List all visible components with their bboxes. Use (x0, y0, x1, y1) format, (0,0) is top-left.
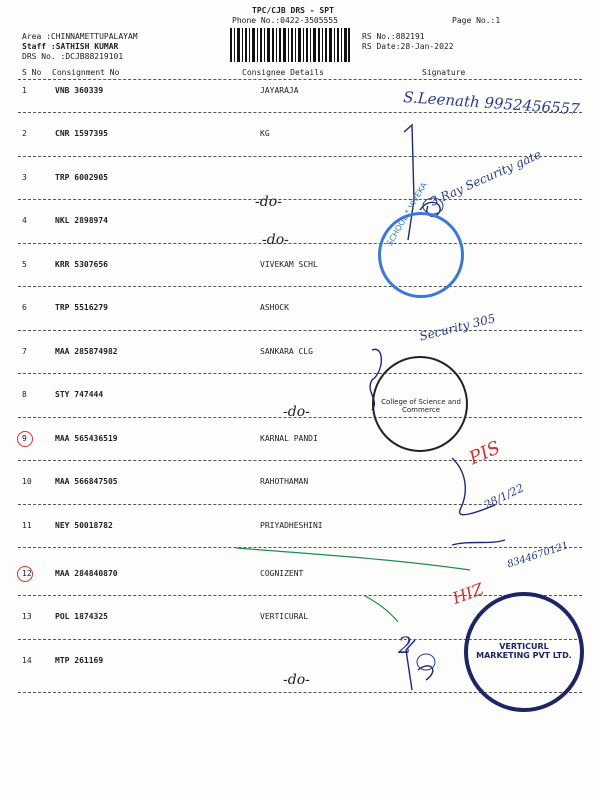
consignment-number: TRP 6002905 (55, 173, 108, 182)
signature-row-10-date: 28/1/22 (482, 481, 526, 512)
school-stamp-text: SCHOOL * VIVEKA (385, 180, 429, 248)
col-signature: Signature (422, 68, 466, 77)
row-number: 11 (22, 521, 32, 530)
hiz-mark: HIZ (450, 579, 486, 608)
consignment-number: MTP 261169 (55, 656, 104, 665)
staff-value: SATHISH KUMAR (55, 42, 119, 51)
row-number: 5 (22, 260, 27, 269)
pis-mark: PIS (466, 437, 504, 470)
row-number: 8 (22, 390, 27, 399)
row-number: 9 (22, 434, 27, 443)
verticurl-stamp-text: VERTICURL MARKETING PVT LTD. (476, 642, 572, 660)
consignment-number: STY 747444 (55, 390, 104, 399)
consignee-name: JAYARAJA (260, 86, 299, 95)
consignment-number: CNR 1597395 (55, 129, 108, 138)
row-number: 4 (22, 216, 27, 225)
consignment-number: MAA 565436519 (55, 434, 118, 443)
consignee-name: PRIYADHESHINI (260, 521, 323, 530)
rs-no-label: RS No.: (362, 32, 396, 41)
consignment-number: POL 1874325 (55, 612, 108, 621)
staff-label: Staff : (22, 42, 56, 51)
ditto-mark: -do- (262, 232, 289, 248)
rs-no-value: 882191 (395, 32, 425, 41)
row-number: 12 (22, 569, 32, 578)
college-stamp (372, 356, 468, 452)
consignee-name: ASHOCK (260, 303, 289, 312)
page-value: 1 (495, 16, 501, 25)
college-stamp-text: College of Science and Commerce (381, 398, 461, 414)
row-number: 13 (22, 612, 32, 621)
ditto-mark: -do- (283, 404, 310, 420)
drs-value: DCJB88219101 (65, 52, 124, 61)
rs-date-value: 28-Jan-2022 (400, 42, 454, 51)
consignee-name: SANKARA CLG (260, 347, 313, 356)
drs-label: DRS No. : (22, 52, 66, 61)
row-number: 10 (22, 477, 32, 486)
area-value: CHINNAMETTUPALAYAM (50, 32, 138, 41)
phone-label: Phone No.: (232, 16, 281, 25)
consignment-number: NKL 2898974 (55, 216, 108, 225)
row-number: 2 (22, 129, 27, 138)
signature-row-13: 2 (398, 634, 412, 659)
rs-date-label: RS Date: (362, 42, 401, 51)
verticurl-stamp (464, 592, 584, 712)
consignment-number: TRP 5516279 (55, 303, 108, 312)
page-label: Page No.: (452, 16, 496, 25)
col-consignment: Consignment No (52, 68, 120, 77)
row-number: 14 (22, 656, 32, 665)
row-number: 3 (22, 173, 27, 182)
consignment-number: KRR 5307656 (55, 260, 108, 269)
signature-row-11-phone: 8344670121 (506, 540, 570, 571)
col-sno: S No (22, 68, 42, 77)
consignee-name: KG (260, 129, 270, 138)
consignment-number: VNB 360339 (55, 86, 104, 95)
row-number: 7 (22, 347, 27, 356)
consignee-name: RAHOTHAMAN (260, 477, 309, 486)
signature-row-6: Security 305 (418, 311, 497, 344)
consignee-name: VERTICURAL (260, 612, 309, 621)
consignment-number: NEY 50018782 (55, 521, 113, 530)
ditto-mark: -do- (255, 194, 282, 210)
consignee-name: COGNIZENT (260, 569, 304, 578)
row-number: 6 (22, 303, 27, 312)
drs-code: TPC/CJB DRS - SPT (252, 6, 334, 15)
row-number: 1 (22, 86, 27, 95)
col-consignee: Consignee Details (242, 68, 324, 77)
consignee-name: KARNAL PANDI (260, 434, 318, 443)
ditto-mark: -do- (283, 672, 310, 688)
signature-row-3: 3 Ray Security gate (428, 147, 544, 209)
phone-value: 0422-3505555 (280, 16, 338, 25)
consignment-number: MAA 284840870 (55, 569, 118, 578)
area-label: Area : (22, 32, 51, 41)
school-stamp (378, 180, 464, 298)
consignment-number: MAA 566847505 (55, 477, 118, 486)
consignment-number: MAA 285874982 (55, 347, 118, 356)
signature-row-1: S.Leenath 9952456557 (402, 88, 581, 119)
consignee-name: VIVEKAM SCHL (260, 260, 318, 269)
